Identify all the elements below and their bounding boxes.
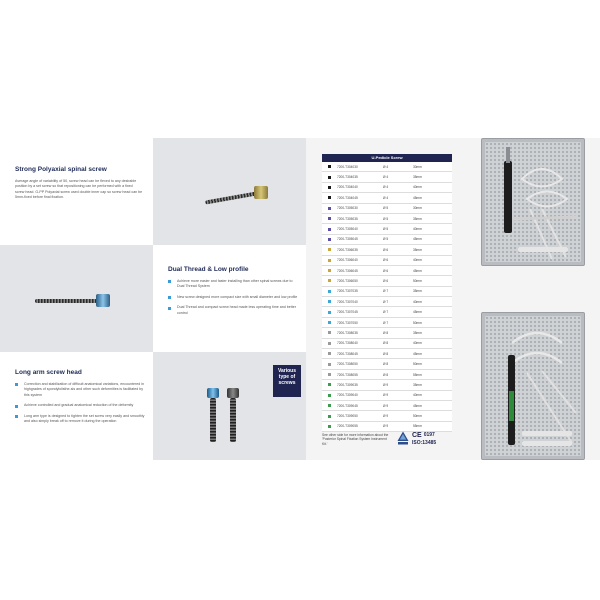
instrument-tray-top [481, 138, 585, 266]
diameter: Ø 5 [383, 227, 389, 232]
length: 35mm [413, 330, 422, 335]
length: 40mm [413, 341, 422, 346]
certification-triangle-icon [397, 431, 409, 445]
color-swatch [328, 238, 331, 241]
dual-thread-screw-image [0, 245, 153, 352]
diameter: Ø 4 [383, 164, 389, 169]
length: 35mm [413, 216, 422, 221]
color-swatch [328, 300, 331, 303]
dual-thread-section [153, 245, 306, 352]
product-code: 7200-T305035 [337, 216, 358, 221]
product-code: 7200-T305045 [337, 237, 358, 242]
color-swatch [328, 217, 331, 220]
polyaxial-screw-image [153, 138, 306, 245]
diameter: Ø 4 [383, 195, 389, 200]
instrument-tray-icon [482, 313, 586, 461]
length: 35mm [413, 247, 422, 252]
product-code: 7200-T304035 [337, 175, 358, 180]
product-code: 7200-T304045 [337, 195, 358, 200]
diameter: Ø 7 [383, 310, 389, 315]
diameter: Ø 6 [383, 268, 389, 273]
list-item: Correction and stabilization of difficult anatomical variations, encountered in highgrades of spondylolisthe-sis and other such deformities is facilitated by this system [15, 382, 145, 398]
diameter: Ø 9 [383, 414, 389, 419]
color-swatch [328, 415, 331, 418]
table-row [322, 328, 452, 338]
table-body [322, 162, 452, 432]
instrument-kit-note: See other side for more information about the 'Posterior Spinal Fixation System Instrument Kit.' [322, 433, 389, 446]
product-code: 7200-T309055 [337, 424, 358, 429]
color-swatch [328, 394, 331, 397]
length: 55mm [413, 424, 422, 429]
table-row [322, 411, 452, 421]
polyaxial-body: Average angle of variability of 50, screw head can be flexed to any desirable position by a set screw so that repositioning can be performed with a fixed screw head. G-PP Polyaxial screw used double inner cap so screw head can be 5mm-fixed before final fixation. [15, 179, 143, 200]
product-code: 7200-T307045 [337, 310, 358, 315]
table-header: U-Pedicle Screw [322, 154, 452, 162]
list-item: Long arm type is designed to tighten the set screw very easily and smoothly and also simply break off to remove it during the operation [15, 414, 145, 425]
product-code: 7200-T309040 [337, 393, 358, 398]
diameter: Ø 5 [383, 216, 389, 221]
color-swatch [328, 269, 331, 272]
table-row [322, 349, 452, 359]
table-row [322, 172, 452, 182]
diameter: Ø 4 [383, 175, 389, 180]
length: 40mm [413, 258, 422, 263]
product-code: 7200-T305040 [337, 227, 358, 232]
length: 50mm [413, 362, 422, 367]
pedicle-screw-icon [153, 138, 306, 245]
polyaxial-title: Strong Polyaxial spinal screw [15, 166, 107, 173]
length: 35mm [413, 175, 422, 180]
product-code: 7200-T309035 [337, 382, 358, 387]
iso-certification: ISO:13485 [412, 440, 437, 446]
length: 50mm [413, 414, 422, 419]
length: 45mm [413, 403, 422, 408]
product-code: 7200-T304040 [337, 185, 358, 190]
diameter: Ø 7 [383, 289, 389, 294]
length: 55mm [413, 372, 422, 377]
diameter: Ø 6 [383, 278, 389, 283]
diameter: Ø 8 [383, 330, 389, 335]
list-item: Dual Thread and compact screw head made less operating time and better control [168, 305, 298, 316]
table-row [322, 235, 452, 245]
polyaxial-section [0, 138, 153, 245]
diameter: Ø 5 [383, 206, 389, 211]
table-row [322, 162, 452, 172]
badge-line: Various [277, 368, 297, 374]
diameter: Ø 8 [383, 341, 389, 346]
various-screws-image [153, 352, 306, 460]
ce-label: CE [412, 431, 422, 439]
color-swatch [328, 259, 331, 262]
table-row [322, 214, 452, 224]
product-code: 7200-T305030 [337, 206, 358, 211]
product-panel [306, 138, 600, 460]
length: 40mm [413, 185, 422, 190]
product-code: 7200-T306040 [337, 258, 358, 263]
color-swatch [328, 186, 331, 189]
table-row [322, 287, 452, 297]
color-swatch [328, 290, 331, 293]
table-row [322, 297, 452, 307]
product-code: 7200-T307035 [337, 289, 358, 294]
color-swatch [328, 176, 331, 179]
ce-number: 0197 [423, 432, 435, 438]
length: 45mm [413, 237, 422, 242]
u-pedicle-screw-table [322, 154, 452, 432]
diameter: Ø 9 [383, 424, 389, 429]
diameter: Ø 6 [383, 258, 389, 263]
table-row [322, 193, 452, 203]
brochure-spread [0, 138, 600, 460]
product-code: 7200-T308035 [337, 330, 358, 335]
product-code: 7200-T306035 [337, 247, 358, 252]
diameter: Ø 9 [383, 382, 389, 387]
product-code: 7200-T306050 [337, 278, 358, 283]
color-swatch [328, 373, 331, 376]
color-swatch [328, 311, 331, 314]
product-code: 7200-T308045 [337, 351, 358, 356]
list-item: Achieve controlled and gradual anatomical reduction of the deformity [15, 403, 145, 408]
table-row [322, 318, 452, 328]
instrument-tray-icon [482, 139, 586, 267]
table-row [322, 370, 452, 380]
length: 30mm [413, 206, 422, 211]
diameter: Ø 5 [383, 237, 389, 242]
table-row [322, 266, 452, 276]
table-row [322, 224, 452, 234]
table-row [322, 359, 452, 369]
table-row [322, 183, 452, 193]
length: 50mm [413, 320, 422, 325]
table-row [322, 276, 452, 286]
pedicle-screw-icon [153, 352, 273, 460]
table-row [322, 204, 452, 214]
color-swatch [328, 196, 331, 199]
color-swatch [328, 248, 331, 251]
various-screws-badge [273, 365, 301, 397]
table-row [322, 391, 452, 401]
product-code: 7200-T304030 [337, 164, 358, 169]
ce-mark [412, 431, 435, 440]
color-swatch [328, 383, 331, 386]
color-swatch [328, 352, 331, 355]
diameter: Ø 6 [383, 247, 389, 252]
diameter: Ø 9 [383, 403, 389, 408]
color-swatch [328, 331, 331, 334]
product-code: 7200-T309045 [337, 403, 358, 408]
length: 40mm [413, 299, 422, 304]
diameter: Ø 7 [383, 299, 389, 304]
long-arm-title: Long arm screw head [15, 369, 82, 376]
diameter: Ø 8 [383, 351, 389, 356]
diameter: Ø 4 [383, 185, 389, 190]
length: 40mm [413, 393, 422, 398]
color-swatch [328, 342, 331, 345]
diameter: Ø 7 [383, 320, 389, 325]
length: 50mm [413, 278, 422, 283]
length: 45mm [413, 195, 422, 200]
dual-thread-title: Dual Thread & Low profile [168, 266, 249, 273]
color-swatch [328, 165, 331, 168]
list-item: Achieve more easier and faster installing than other spinal screws due to Dual Thread System [168, 279, 298, 290]
diameter: Ø 8 [383, 362, 389, 367]
product-code: 7200-T308040 [337, 341, 358, 346]
color-swatch [328, 279, 331, 282]
length: 45mm [413, 351, 422, 356]
badge-line: screws [278, 380, 296, 386]
color-swatch [328, 425, 331, 428]
color-swatch [328, 228, 331, 231]
product-code: 7200-T308050 [337, 362, 358, 367]
product-code: 7200-T307040 [337, 299, 358, 304]
color-swatch [328, 207, 331, 210]
length: 35mm [413, 289, 422, 294]
length: 30mm [413, 164, 422, 169]
table-row [322, 339, 452, 349]
long-arm-bullets [15, 382, 145, 424]
list-item: New screw designed more compact size with small diameter and low profile [168, 295, 298, 300]
table-row [322, 401, 452, 411]
color-swatch [328, 363, 331, 366]
product-code: 7200-T309050 [337, 414, 358, 419]
pedicle-screw-icon [0, 245, 153, 352]
long-arm-section [0, 352, 153, 460]
product-code: 7200-T307050 [337, 320, 358, 325]
product-code: 7200-T306045 [337, 268, 358, 273]
diameter: Ø 8 [383, 372, 389, 377]
color-swatch [328, 404, 331, 407]
instrument-tray-bottom [481, 312, 585, 460]
badge-line: type of [278, 374, 296, 380]
length: 35mm [413, 382, 422, 387]
table-row [322, 307, 452, 317]
table-row [322, 256, 452, 266]
table-row [322, 245, 452, 255]
length: 45mm [413, 268, 422, 273]
table-row [322, 380, 452, 390]
length: 45mm [413, 310, 422, 315]
length: 40mm [413, 227, 422, 232]
dual-thread-bullets [168, 279, 298, 316]
color-swatch [328, 321, 331, 324]
product-code: 7200-T308055 [337, 372, 358, 377]
diameter: Ø 9 [383, 393, 389, 398]
